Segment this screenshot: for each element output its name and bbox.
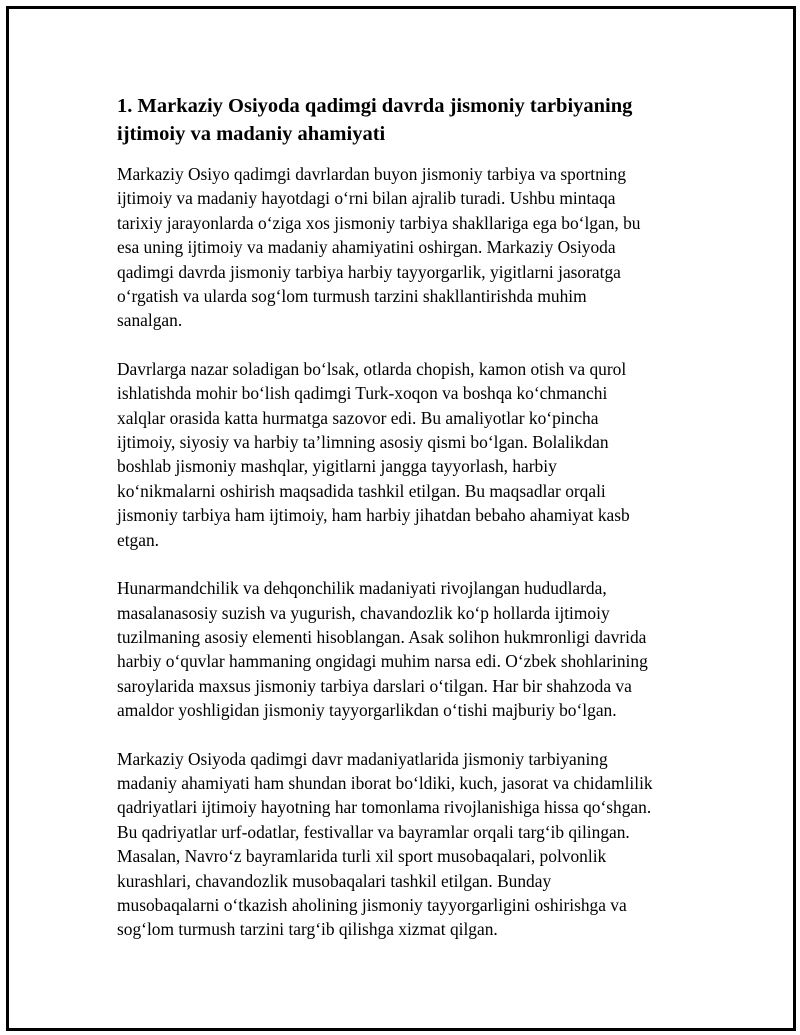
section-title [117,92,702,148]
paragraph-4 [117,747,702,942]
text-line: masalanasosiy suzish va yugurish, chavandozlik ko‘p hollarda ijtimoiy [117,602,610,623]
text-line: amaldor yoshligidan jismoniy tayyorgarlikdan o‘tishi majburiy bo‘lgan. [117,700,617,721]
text-line: sanalgan. [117,310,183,331]
text-line: sog‘lom turmush tarzini targ‘ib qilishga xizmat qilgan. [117,919,498,940]
text-line: ijtimoiy va madaniy hayotdagi o‘rni bilan ajralib turadi. Ushbu mintaqa [117,188,616,209]
text-line: xalqlar orasida katta hurmatga sazovor edi. Bu amaliyotlar ko‘pincha [117,407,599,428]
text-line: saroylarida maxsus jismoniy tarbiya darslari o‘tilgan. Har bir shahzoda va [117,675,632,696]
text-line: ishlatishda mohir bo‘lish qadimgi Turk-xoqon va boshqa ko‘chmanchi [117,383,608,404]
title-line: 1. Markaziy Osiyoda qadimgi davrda jismoniy tarbiyaning [117,95,633,117]
paragraph-2 [117,357,702,552]
text-line: madaniy ahamiyati ham shundan iborat bo‘ldiki, kuch, jasorat va chidamlilik [117,772,653,793]
document-body [117,92,702,966]
text-line: ko‘nikmalarni oshirish maqsadida tashkil etilgan. Bu maqsadlar orqali [117,480,606,501]
text-line: ijtimoiy, siyosiy va harbiy ta’limning asosiy qismi bo‘lgan. Bolalikdan [117,432,609,453]
text-line: Davrlarga nazar soladigan bo‘lsak, otlarda chopish, kamon otish va qurol [117,358,627,379]
title-line: ijtimoiy va madaniy ahamiyati [117,123,386,145]
text-line: qadriyatlari ijtimoiy hayotning har tomonlama rivojlanishiga hissa qo‘shgan. [117,797,652,818]
text-line: esa uning ijtimoiy va madaniy ahamiyatini oshirgan. Markaziy Osiyoda [117,237,616,258]
text-line: tuzilmaning asosiy elementi hisoblangan. Asak solihon hukmronligi davrida [117,626,647,647]
text-line: kurashlari, chavandozlik musobaqalari tashkil etilgan. Bunday [117,870,552,891]
text-line: musobaqalarni o‘tkazish aholining jismoniy tayyorgarligini oshirishga va [117,894,627,915]
text-line: o‘rgatish va ularda sog‘lom turmush tarzini shakllantirishda muhim [117,286,587,307]
text-line: Hunarmandchilik va dehqonchilik madaniyati rivojlangan hududlarda, [117,578,607,599]
text-line: qadimgi davrda jismoniy tarbiya harbiy tayyorgarlik, yigitlarni jasoratga [117,261,621,282]
text-line: etgan. [117,529,160,550]
paragraph-1 [117,162,702,333]
text-line: boshlab jismoniy mashqlar, yigitlarni jangga tayyorlash, harbiy [117,456,557,477]
text-line: Markaziy Osiyo qadimgi davrlardan buyon jismoniy tarbiya va sportning [117,164,627,184]
text-line: Markaziy Osiyoda qadimgi davr madaniyatlarida jismoniy tarbiyaning [117,748,608,769]
text-line: tarixiy jarayonlarda o‘ziga xos jismoniy tarbiya shakllariga ega bo‘lgan, bu [117,212,641,233]
text-line: harbiy o‘quvlar hammaning ongidagi muhim narsa edi. O‘zbek shohlarining [117,651,648,672]
text-line: Masalan, Navro‘z bayramlarida turli xil sport musobaqalari, polvonlik [117,846,607,867]
text-line: Bu qadriyatlar urf-odatlar, festivallar va bayramlar orqali targ‘ib qilingan. [117,821,630,842]
paragraph-3 [117,576,702,722]
text-line: jismoniy tarbiya ham ijtimoiy, ham harbiy jihatdan bebaho ahamiyat kasb [117,505,630,526]
